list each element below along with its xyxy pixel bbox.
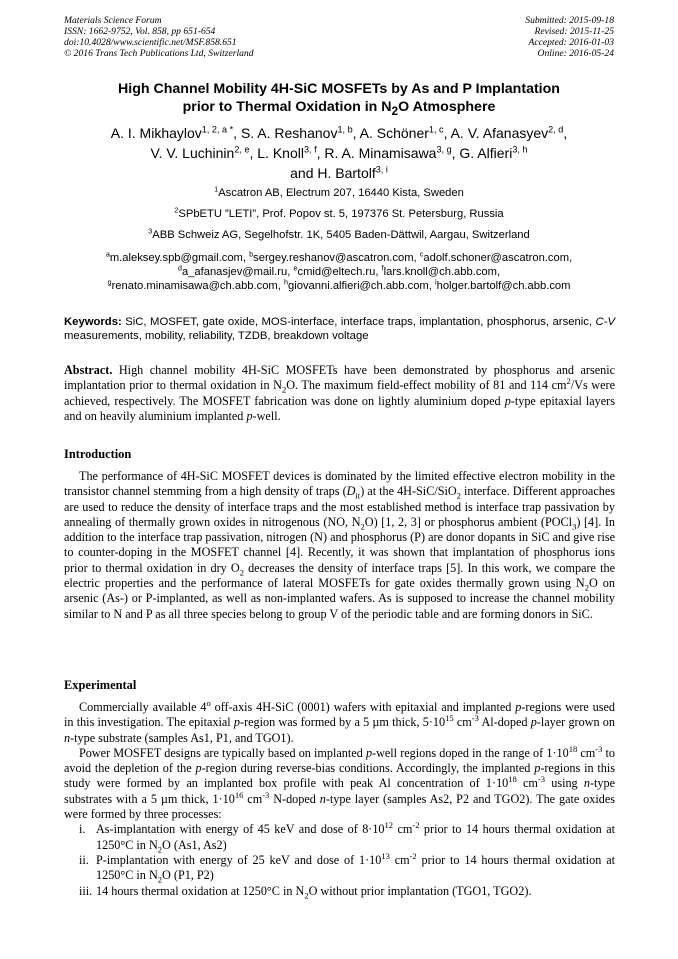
section-heading-introduction: Introduction [64,447,132,461]
email-link[interactable]: holger.bartolf@ch.abb.com [436,280,571,292]
experimental-text [64,697,616,900]
affiliation-2: $^2$SPbETU ”LETI”, Prof. Popov st. 5, 197376 St. Petersburg, Russia [174,205,504,220]
date-accepted: Accepted: 2016-01-03 [528,37,614,48]
journal-copyright: © 2016 Trans Tech Publications Ltd, Switzerland [64,48,254,59]
journal-doi: doi:10.4028/www.scientific.net/MSF.858.651 [64,37,237,48]
affiliation-3: $^3$ABB Schweiz AG, Segelhofstr. 1K, 5405 Baden-Dättwil, Aargau, Switzerland [148,226,530,241]
list-item: ii. P-implantation with energy of 25 keV and dose of $1\cdot 10^{13}$ $cm^{-2}$ prior to 14 hours thermal oxidation at 1250°C in $N_2O$ (P1, P2) [79,850,615,885]
author: V. V. Luchinin [150,145,235,161]
title-line-1: High Channel Mobility 4H-SiC MOSFETs by As and P Implantation [118,81,560,97]
email-link[interactable]: sergey.reshanov@ascatron.com [253,252,414,264]
author: A. I. Mikhaylov [110,125,202,141]
affiliation-1: $^1$Ascatron AB, Electrum 207, 16440 Kista, Sweden [214,184,464,199]
keywords: Keywords: SiC, MOSFET, gate oxide, MOS-interface, interface traps, implantation, phosphorus, arsenic, C-V measurements, mobility, reliability, TZDB, breakdown voltage [64,316,616,342]
author: G. Alfieri [459,145,513,161]
section-heading-experimental: Experimental [64,678,137,692]
email-link[interactable]: lars.knoll@ch.abb.com [383,266,497,278]
email-link[interactable]: m.aleksey.spb@gmail.com [109,252,243,264]
journal-info [64,15,254,59]
email-link[interactable]: a_afanasjev@mail.ru [181,266,288,278]
email-list: $^a$m.aleksey.spb@gmail.com, $^b$sergey.reshanov@ascatron.com, $^c$adolf.schoner@ascatron.com, $^d$a_afanasjev@mail.ru, $^e$cmid@eltech.ru, $^f$lars.knoll@ch.abb.com, $^g$renato.minamisawa@ch.abb.com, $^h$giovanni.alfieri@ch.abb.com, $^i$holger.bartolf@ch.abb.com [105,249,573,292]
experimental-paragraph-1: Commercially available 4$^o$ off-axis 4H-SiC (0001) wafers with epitaxial and implanted p-regions were used in this investigation. The epitaxial p-region was formed by a 5 µm thick, $5\cdot 10^{15}$ $cm^{-3}$ Al-doped p-layer grown on n-type substrate (samples As1, P1, and TGO1). [64,697,615,745]
date-online: Online: 2016-05-24 [537,48,614,59]
list-item: i. As-implantation with energy of 45 keV and dose of $8\cdot 10^{12}$ $cm^{-2}$ prior to 14 hours thermal oxidation at 1250°C in $N_2O$ (As1, As2) [79,820,616,855]
abstract: Abstract. High channel mobility 4H-SiC MOSFETs have been demonstrated by phosphorus and arsenic implantation prior to thermal oxidation in $N_2O$. The maximum field-effect mobility of 81 and 114 $cm^2/Vs$ were achieved, respectively. The MOSFET fabrication was done on lightly aluminium doped p-type epitaxial layers and on heavily aluminium implanted p-well. [64,363,615,423]
email-link[interactable]: giovanni.alfieri@ch.abb.com [288,280,429,292]
title-line-2: prior to Thermal Oxidation in $N_2O$ Atmosphere [182,99,496,118]
date-revised: Revised: 2015-11-25 [534,26,614,37]
author: R. A. Minamisawa [324,145,437,161]
introduction-text: The performance of 4H-SiC MOSFET devices is dominated by the limited effective electron mobility in the transistor channel stemming from a high density of traps $(D_{it})$ at the 4H-SiC/SiO$_2$ interface. Different approaches are used to reduce the density of interface traps and the most established method is interface trap passivation by annealing of thermally grown oxides in nitrogenous (NO, $N_2O$) [1, 2, 3] or phosphorus ambient (POCl$_3$) [4]. In addition to the interface trap passivation, nitrogen (N) and phosphorus (P) are donor dopants in SiC and give rise to counter-doping in the MOSFET channel [4]. Recently, it was shown that implantation of phosphorus ions prior to thermal oxidation in dry $O_2$ decreases the density of interface traps [5]. In this work, we compare the electric properties and the performance of lateral MOSFETs for gate oxides thermally grown using $N_2O$ on arsenic (As-) or P-implanted, as well as non-implanted wafers. As is supposed to increase the channel mobility similar to N and P as all three species belong to group V of the periodic table and are forming donors in SiC. [64,469,616,621]
process-list [64,822,615,898]
email-link[interactable]: cmid@eltech.ru [297,266,376,278]
author: S. A. Reshanov [240,125,338,141]
author: A. Schöner [359,125,429,141]
author: A. V. Afanasyev [450,125,549,141]
journal-name: Materials Science Forum [64,15,162,26]
author: L. Knoll [257,145,304,161]
keywords-label: Keywords: [64,316,122,328]
email-link[interactable]: adolf.schoner@ascatron.com [423,252,570,264]
paper-title [0,80,678,120]
list-item: iii. 14 hours thermal oxidation at 1250°C in $N_2O$ without prior implantation (TGO1, TGO2). [79,883,532,900]
abstract-label: Abstract. [64,363,113,377]
experimental-paragraph-2: Power MOSFET designs are typically based on implanted p-well regions doped in the range of $1\cdot 10^{18}$ $cm^{-3}$ to avoid the depletion of the p-region during reverse-bias conditions. Accordingly, the implanted p-regions in this study were formed by an implanted box profile with peak Al concentration of $1\cdot 10^{18}$ $cm^{-3}$ using n-type substrates with a 5 µm thick, $1\cdot 10^{16}$ $cm^{-3}$ N-doped n-type layer (samples As2, P2 and TGO2). The gate oxides were formed by three processes: [64,743,616,822]
author: H. Bartolf [317,165,376,181]
email-link[interactable]: renato.minamisawa@ch.abb.com [111,280,278,292]
submission-dates [525,15,614,59]
date-submitted: Submitted: 2015-09-18 [525,15,614,26]
journal-issn: ISSN: 1662-9752, Vol. 858, pp 651-654 [64,26,216,37]
author-list: A. I. Mikhaylov$^{1, 2, a *}$, S. A. Reshanov$^{1, b}$, A. Schöner$^{1, c}$, A. V. Afanasyev$^{2, d}$, V. V. Luchinin$^{2, e}$, L. Knoll$^{3, f}$, R. A. Minamisawa$^{3, g}$, G. Alfieri$^{3, h}$ and H. Bartolf$^{3, i}$ [110,124,568,181]
